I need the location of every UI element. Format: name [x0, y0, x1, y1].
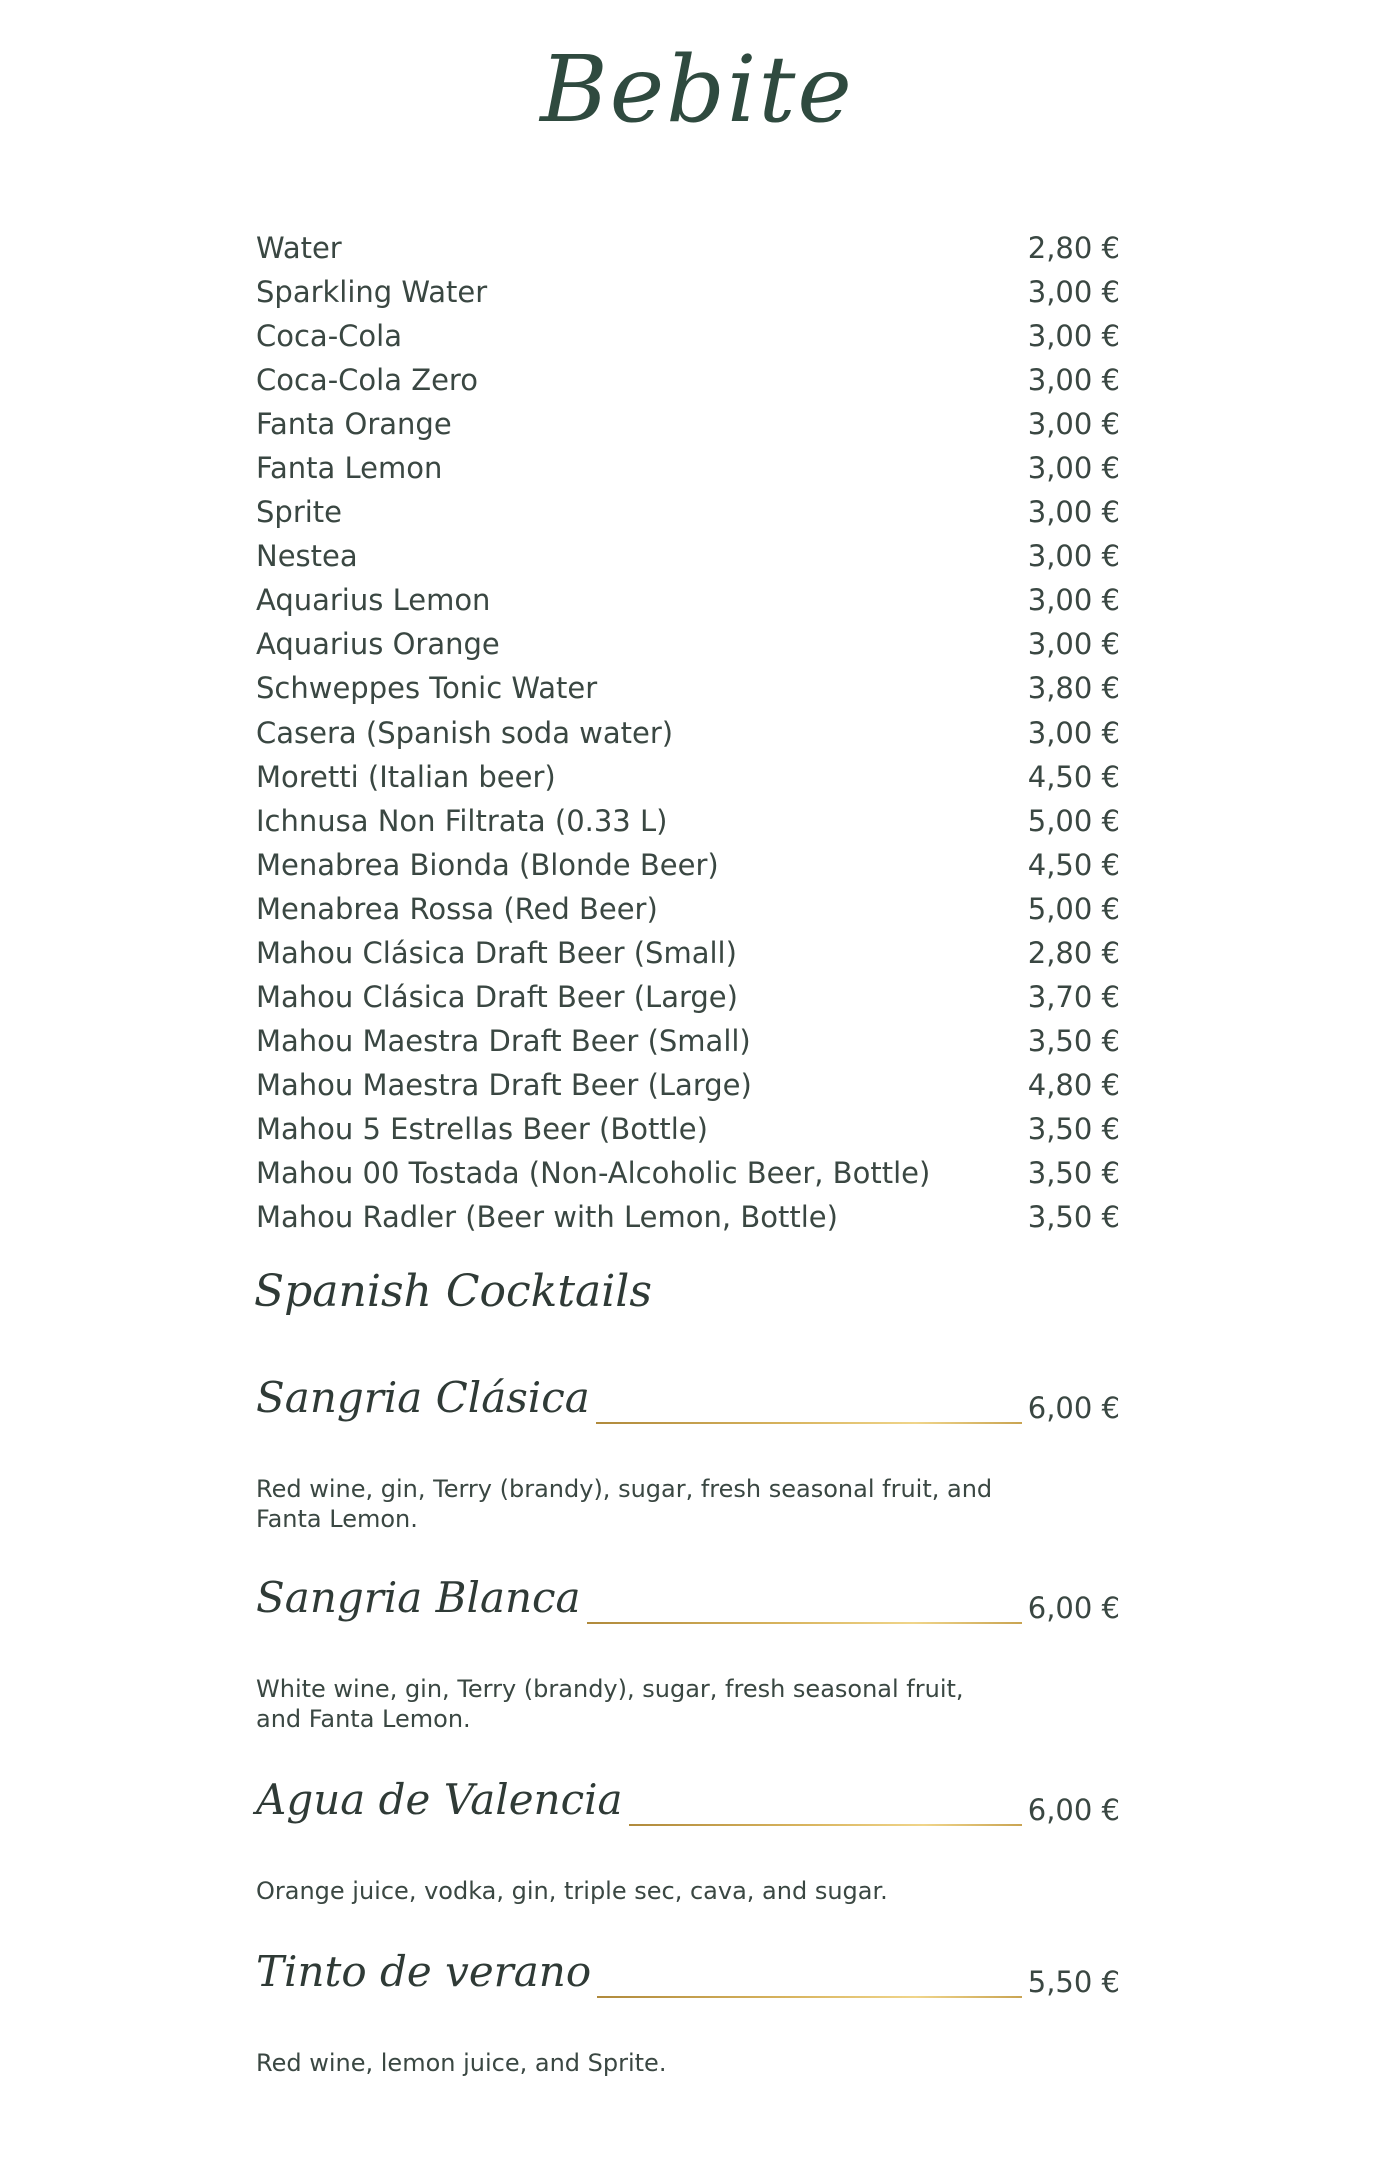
drink-name: Schweppes Tonic Water: [256, 671, 598, 706]
leader-line: [587, 1622, 1022, 1624]
drink-price: 3,80 €: [1027, 671, 1120, 706]
drink-price: 3,00 €: [1027, 275, 1120, 310]
drink-name: Casera (Spanish soda water): [256, 715, 674, 750]
list-item: [256, 270, 1120, 314]
drink-price: 3,00 €: [1027, 715, 1120, 750]
drink-price: 3,00 €: [1027, 583, 1120, 618]
drink-name: Menabrea Rossa (Red Beer): [256, 891, 658, 926]
list-item: [256, 314, 1120, 358]
cocktail-name: Agua de Valencia: [256, 1775, 623, 1824]
list-item: [256, 755, 1120, 799]
drink-name: Sprite: [256, 495, 343, 530]
drink-name: Fanta Lemon: [256, 451, 443, 486]
list-item: [256, 402, 1120, 446]
list-item: [256, 1195, 1120, 1239]
drink-name: Mahou Maestra Draft Beer (Small): [256, 1023, 751, 1058]
cocktail-item: [256, 1932, 1120, 2078]
drink-name: Water: [256, 231, 342, 265]
cocktail-price: 6,00 €: [1027, 1391, 1120, 1425]
drink-price: 3,00 €: [1027, 495, 1120, 530]
list-item: [256, 887, 1120, 931]
list-item: [256, 931, 1120, 975]
cocktail-name: Sangria Clásica: [256, 1373, 590, 1422]
drink-name: Aquarius Orange: [256, 627, 500, 662]
drink-name: Moretti (Italian beer): [256, 759, 556, 794]
drink-name: Mahou Radler (Beer with Lemon, Bottle): [256, 1200, 838, 1235]
cocktail-description: White wine, gin, Terry (brandy), sugar, fresh seasonal fruit, and Fanta Lemon.: [256, 1675, 964, 1733]
drink-price: 3,00 €: [1027, 539, 1120, 574]
drink-price: 4,50 €: [1027, 847, 1120, 882]
list-item: [256, 843, 1120, 887]
drink-name: Ichnusa Non Filtrata (0.33 L): [256, 803, 668, 838]
drink-name: Sparkling Water: [256, 275, 488, 310]
list-item: [256, 446, 1120, 490]
list-item: [256, 1019, 1120, 1063]
drink-price: 5,00 €: [1027, 891, 1120, 926]
drink-name: Mahou Clásica Draft Beer (Large): [256, 979, 738, 1014]
drink-price: 3,70 €: [1027, 979, 1120, 1014]
drink-price: 3,50 €: [1027, 1023, 1120, 1058]
list-item: [256, 666, 1120, 710]
drink-price: 3,00 €: [1027, 319, 1120, 354]
drink-name: Nestea: [256, 539, 358, 574]
list-item: [256, 799, 1120, 843]
cocktail-header: [256, 1932, 1120, 2012]
drink-price: 3,50 €: [1027, 1111, 1120, 1146]
list-item: [256, 226, 1120, 270]
drinks-list: [256, 226, 1120, 1239]
cocktail-header: [256, 1558, 1120, 1638]
drink-price: 3,50 €: [1027, 1155, 1120, 1190]
drink-price: 3,50 €: [1027, 1200, 1120, 1235]
cocktail-item: [256, 1558, 1120, 1734]
list-item: [256, 490, 1120, 534]
cocktail-price: 6,00 €: [1027, 1793, 1120, 1827]
cocktail-name: Sangria Blanca: [256, 1573, 581, 1622]
drink-price: 2,80 €: [1027, 935, 1120, 970]
drink-name: Menabrea Bionda (Blonde Beer): [256, 847, 719, 882]
drink-name: Aquarius Lemon: [256, 583, 491, 618]
list-item: [256, 1063, 1120, 1107]
list-item: [256, 1151, 1120, 1195]
menu-title: Bebite: [540, 36, 854, 143]
drink-name: Fanta Orange: [256, 407, 452, 442]
drink-price: 3,00 €: [1027, 627, 1120, 662]
leader-line: [596, 1422, 1022, 1424]
drink-name: Coca-Cola: [256, 319, 402, 354]
drink-name: Mahou 00 Tostada (Non-Alcoholic Beer, Bottle): [256, 1155, 931, 1190]
drink-price: 3,00 €: [1027, 407, 1120, 442]
cocktail-description: Red wine, gin, Terry (brandy), sugar, fresh seasonal fruit, and Fanta Lemon.: [256, 1475, 993, 1533]
list-item: [256, 534, 1120, 578]
leader-line: [597, 1996, 1022, 1998]
cocktail-price: 6,00 €: [1027, 1591, 1120, 1625]
list-item: [256, 578, 1120, 622]
cocktail-description: Red wine, lemon juice, and Sprite.: [256, 2049, 667, 2077]
list-item: [256, 622, 1120, 666]
drink-price: 2,80 €: [1027, 231, 1120, 265]
cocktail-item: [256, 1760, 1120, 1906]
cocktail-header: [256, 1760, 1120, 1840]
list-item: [256, 358, 1120, 402]
list-item: [256, 975, 1120, 1019]
drink-price: 5,00 €: [1027, 803, 1120, 838]
section-title-cocktails: Spanish Cocktails: [254, 1266, 652, 1317]
cocktail-header: [256, 1358, 1120, 1438]
cocktail-description: Orange juice, vodka, gin, triple sec, cava, and sugar.: [256, 1877, 888, 1905]
drink-name: Coca-Cola Zero: [256, 363, 478, 398]
cocktail-item: [256, 1358, 1120, 1534]
drink-name: Mahou 5 Estrellas Beer (Bottle): [256, 1111, 708, 1146]
drink-name: Mahou Maestra Draft Beer (Large): [256, 1067, 752, 1102]
cocktail-price: 5,50 €: [1027, 1965, 1120, 1999]
leader-line: [629, 1824, 1022, 1826]
list-item: [256, 711, 1120, 755]
drink-price: 3,00 €: [1027, 451, 1120, 486]
list-item: [256, 1107, 1120, 1151]
drink-price: 3,00 €: [1027, 363, 1120, 398]
cocktail-name: Tinto de verano: [256, 1947, 592, 1996]
drink-price: 4,80 €: [1027, 1067, 1120, 1102]
drink-price: 4,50 €: [1027, 759, 1120, 794]
drink-name: Mahou Clásica Draft Beer (Small): [256, 935, 737, 970]
